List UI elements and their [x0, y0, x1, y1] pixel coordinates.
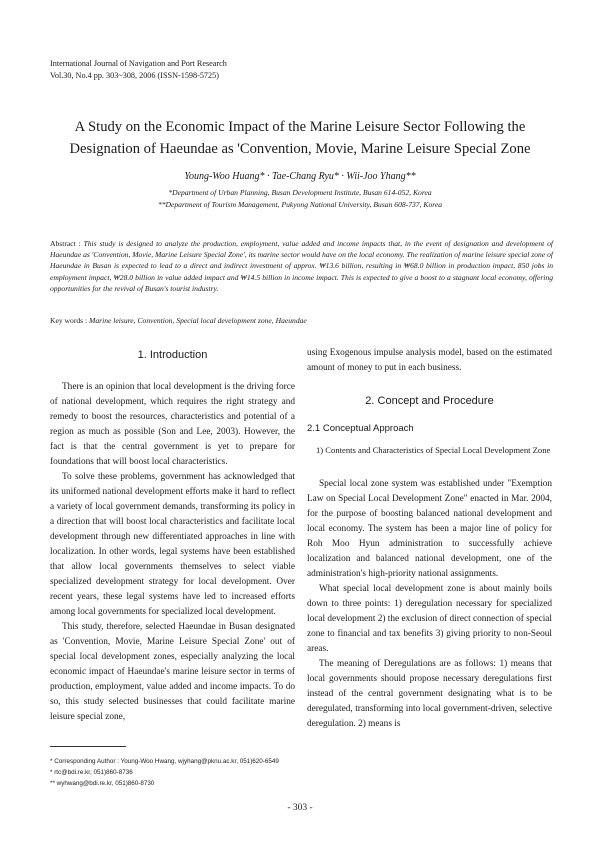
abstract — [50, 238, 553, 294]
right-column-intro — [307, 346, 552, 376]
section-2-paragraph: The meaning of Deregulations are as follows: 1) means that local governments should propose necessary deregulations first instead of the central government designating what is to be deregulated, transforming into local government-driven, selective deregulation. 2) means is — [307, 659, 552, 729]
section-1-paragraph: There is an opinion that local development is the driving force of national development, which requires the right strategy and remedy to boost the resources, characteristics and potential of a region as much as possible (Son and Lee, 2003). However, the fact is that the central government is yet to prepare for foundations that will boost local characteristics. — [50, 382, 295, 467]
section-2-paragraph: What special local development zone is about mainly boils down to three points: 1) deregulation necessary for specialized local development 2) the exclusion of direct connection of special zone to financial and tax benefits 3) giving priority to non-Seoul areas. — [307, 584, 552, 654]
title-line-1: A Study on the Economic Impact of the Marine Leisure Sector Following the — [74, 119, 526, 135]
section-1-heading: 1. Introduction — [137, 349, 208, 361]
subsubsection-heading: 1) Contents and Characteristics of Special Local Development Zone — [316, 445, 551, 455]
abstract-label: Abstract : — [50, 239, 84, 248]
section-2-body — [307, 477, 552, 732]
footnote-rule — [50, 746, 126, 747]
page-number: - 303 - — [287, 803, 313, 813]
journal-header — [50, 58, 227, 82]
footnotes — [50, 756, 279, 789]
left-column — [50, 380, 295, 725]
journal-name: International Journal of Navigation and Port Research — [50, 59, 227, 68]
footnote-email-2: ** wyhwang@bdi.re.kr, 051)860-8730 — [50, 780, 155, 787]
keywords — [50, 316, 553, 325]
intro-continuation: using Exogenous impulse analysis model, based on the estimated amount of money to put in each business. — [307, 348, 552, 373]
journal-volume: Vol.30, No.4 pp. 303~308, 2006 (ISSN-1598-5725) — [50, 71, 219, 80]
subsection-2-1-heading: 2.1 Conceptual Approach — [307, 423, 414, 434]
title-line-2: Designation of Haeundae as 'Convention, Movie, Marine Leisure Special Zone — [69, 141, 531, 157]
footnote-corresponding: * Corresponding Author : Young-Woo Hwang, wjyhang@pknu.ac.kr, 051)620-6549 — [50, 758, 279, 765]
section-1-paragraph: This study, therefore, selected Haeundae in Busan designated as 'Convention, Movie, Marine Leisure Special Zone' out of special local development zones, especially analyzing the local economic impact of Haeundae's marine leisure sector in terms of production, employment, value added and income impacts. To do so, this study selected businesses that could facilitate marine leisure special zone, — [50, 622, 295, 722]
authors: Young-Woo Huang* · Tae-Chang Ryu* · Wii-Joo Yhang** — [184, 171, 416, 182]
section-1-paragraph: To solve these problems, government has acknowledged that its uniformed national development efforts make it hard to reflect a variety of local government demands, transforming its policy in a direction that will boost local characteristics and facilitate local development through new differentiated approaches in line with localization. In other words, legal systems have been established that allow local governments themselves to select viable specialized development strategy for local development. Over recent years, these legal systems have led to increased efforts among local governments for specialized local development. — [50, 472, 295, 617]
footnote-email-1: * rtc@bdi.re.kr, 051)860-8736 — [50, 769, 133, 776]
affiliation-2: **Department of Tourism Management, Pukyong National University, Busan 608-737, Korea — [157, 200, 443, 209]
section-2-heading: 2. Concept and Procedure — [365, 395, 494, 407]
keywords-label: Key words : — [50, 316, 90, 325]
section-2-paragraph: Special local zone system was established under "Exemption Law on Special Local Development Zone" enacted in Mar. 2004, for the purpose of boosting balanced national development and local economy. The system has been a major line of policy for Roh Moo Hyun administration to successfully achieve localization and balanced national development, one of the administration's high-priority national assignments. — [307, 479, 552, 579]
affiliation-1: *Department of Urban Planning, Busan Development Institute, Busan 614-052, Korea — [168, 188, 432, 197]
affiliations — [40, 187, 560, 211]
paper-title — [40, 116, 560, 160]
abstract-text: This study is designed to analyze the production, employment, value added and income impacts that, in the event of designation and development of Haeundae as 'Convention, Movie, Marine Leisure Special Zone', its marine sector would have on the local economy. The realization of marine leisure special zone of Haeundae in Busan is expected to lead to a direct and indirect investment of approx. ₩13.6 billion, resulting in ₩68.0 billion in production impact, 850 jobs in employment impact, ₩28.0 billion in value added impact and ₩14.5 billion in income impact. This is expected to give a boost to a stagnant local economy, offering opportunities for the revival of Busan's tourist industry. — [50, 239, 553, 293]
keywords-text: Marine leisure, Convention, Special local development zone, Haeundae — [89, 316, 307, 325]
